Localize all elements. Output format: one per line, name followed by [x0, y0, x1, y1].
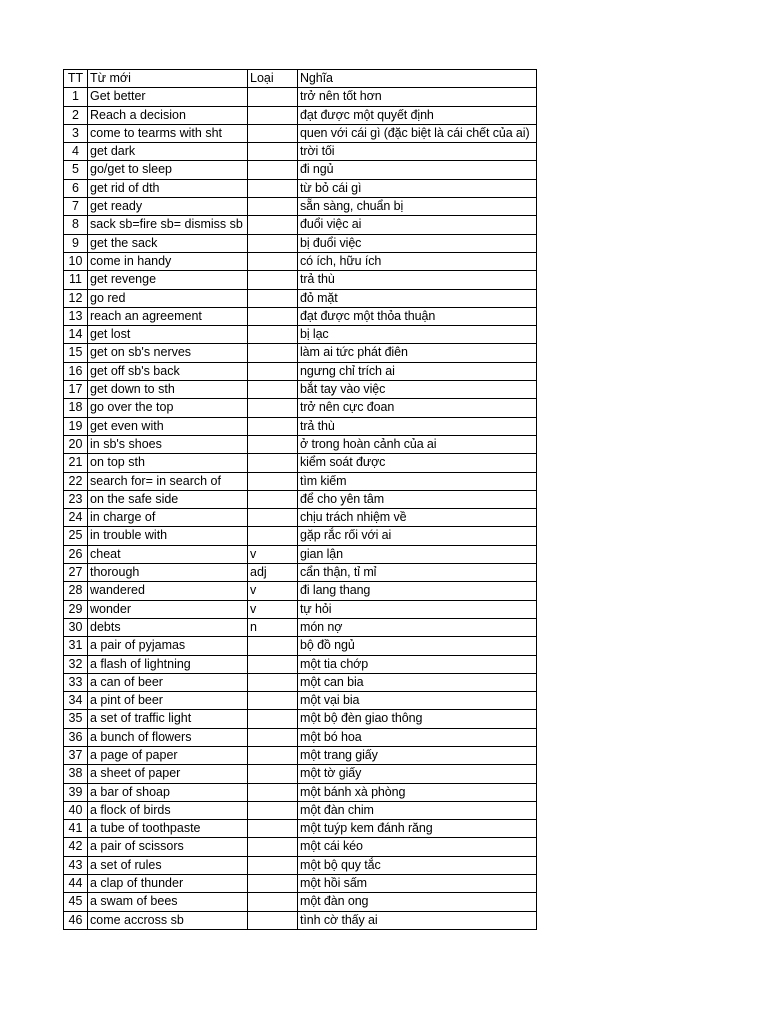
cell-meaning[interactable]: đỏ mặt: [298, 289, 537, 307]
table-row: [64, 161, 537, 179]
cell-tt[interactable]: 18: [64, 399, 88, 417]
table-body: [64, 88, 537, 930]
cell-meaning[interactable]: trả thù: [298, 271, 537, 289]
cell-word[interactable]: come to tearms with sht: [88, 124, 248, 142]
cell-word[interactable]: get the sack: [88, 234, 248, 252]
table-row: [64, 856, 537, 874]
cell-meaning[interactable]: tự hỏi: [298, 600, 537, 618]
cell-tt[interactable]: 20: [64, 435, 88, 453]
table-row: [64, 271, 537, 289]
cell-type[interactable]: [248, 234, 298, 252]
cell-word[interactable]: a swam of bees: [88, 893, 248, 911]
cell-tt[interactable]: 28: [64, 582, 88, 600]
cell-meaning[interactable]: bị lạc: [298, 326, 537, 344]
cell-word[interactable]: in charge of: [88, 509, 248, 527]
table-row: [64, 673, 537, 691]
cell-type[interactable]: [248, 527, 298, 545]
cell-type[interactable]: [248, 326, 298, 344]
cell-meaning[interactable]: một hồi sấm: [298, 875, 537, 893]
cell-word[interactable]: get revenge: [88, 271, 248, 289]
cell-meaning[interactable]: đạt được một quyết định: [298, 106, 537, 124]
cell-word[interactable]: Get better: [88, 88, 248, 106]
cell-tt[interactable]: 40: [64, 801, 88, 819]
cell-meaning[interactable]: một bánh xà phòng: [298, 783, 537, 801]
cell-word[interactable]: go red: [88, 289, 248, 307]
cell-meaning[interactable]: đi lang thang: [298, 582, 537, 600]
cell-tt[interactable]: 44: [64, 875, 88, 893]
table-row: [64, 692, 537, 710]
cell-tt[interactable]: 4: [64, 143, 88, 161]
cell-word[interactable]: a bunch of flowers: [88, 728, 248, 746]
table-row: [64, 564, 537, 582]
table-row: [64, 893, 537, 911]
cell-word[interactable]: come accross sb: [88, 911, 248, 929]
cell-type[interactable]: [248, 161, 298, 179]
cell-type[interactable]: [248, 454, 298, 472]
cell-meaning[interactable]: trả thù: [298, 417, 537, 435]
cell-meaning[interactable]: sẵn sàng, chuẩn bị: [298, 198, 537, 216]
cell-tt[interactable]: 41: [64, 820, 88, 838]
table-row: [64, 435, 537, 453]
table-row: [64, 875, 537, 893]
cell-tt[interactable]: 14: [64, 326, 88, 344]
cell-word[interactable]: get rid of dth: [88, 179, 248, 197]
cell-meaning[interactable]: bộ đồ ngủ: [298, 637, 537, 655]
cell-meaning[interactable]: quen với cái gì (đặc biệt là cái chết của ai): [298, 124, 537, 142]
cell-word[interactable]: sack sb=fire sb= dismiss sb: [88, 216, 248, 234]
cell-word[interactable]: get even with: [88, 417, 248, 435]
table-row: [64, 600, 537, 618]
cell-meaning[interactable]: một đàn chim: [298, 801, 537, 819]
cell-meaning[interactable]: làm ai tức phát điên: [298, 344, 537, 362]
cell-type[interactable]: [248, 179, 298, 197]
table-row: [64, 198, 537, 216]
cell-word[interactable]: a flock of birds: [88, 801, 248, 819]
header-meaning[interactable]: Nghĩa: [298, 70, 537, 88]
cell-meaning[interactable]: tình cờ thấy ai: [298, 911, 537, 929]
table-row: [64, 88, 537, 106]
cell-tt[interactable]: 34: [64, 692, 88, 710]
cell-tt[interactable]: 7: [64, 198, 88, 216]
cell-word[interactable]: a pair of pyjamas: [88, 637, 248, 655]
cell-type[interactable]: [248, 344, 298, 362]
cell-tt[interactable]: 16: [64, 362, 88, 380]
cell-meaning[interactable]: gian lận: [298, 545, 537, 563]
cell-meaning[interactable]: trời tối: [298, 143, 537, 161]
cell-word[interactable]: wandered: [88, 582, 248, 600]
cell-tt[interactable]: 10: [64, 252, 88, 270]
cell-meaning[interactable]: một đàn ong: [298, 893, 537, 911]
cell-meaning[interactable]: ở trong hoàn cảnh của ai: [298, 435, 537, 453]
cell-type[interactable]: [248, 490, 298, 508]
cell-word[interactable]: debts: [88, 618, 248, 636]
cell-type[interactable]: [248, 307, 298, 325]
cell-meaning[interactable]: để cho yên tâm: [298, 490, 537, 508]
cell-tt[interactable]: 43: [64, 856, 88, 874]
table-row: [64, 179, 537, 197]
cell-word[interactable]: a clap of thunder: [88, 875, 248, 893]
cell-tt[interactable]: 11: [64, 271, 88, 289]
table-row: [64, 710, 537, 728]
cell-word[interactable]: go/get to sleep: [88, 161, 248, 179]
cell-meaning[interactable]: một vại bia: [298, 692, 537, 710]
cell-type[interactable]: [248, 856, 298, 874]
cell-tt[interactable]: 8: [64, 216, 88, 234]
cell-meaning[interactable]: một bó hoa: [298, 728, 537, 746]
cell-word[interactable]: a flash of lightning: [88, 655, 248, 673]
cell-word[interactable]: in sb's shoes: [88, 435, 248, 453]
cell-type[interactable]: [248, 783, 298, 801]
table-row: [64, 801, 537, 819]
cell-word[interactable]: on top sth: [88, 454, 248, 472]
cell-meaning[interactable]: một cái kéo: [298, 838, 537, 856]
table-row: [64, 765, 537, 783]
cell-tt[interactable]: 15: [64, 344, 88, 362]
cell-type[interactable]: [248, 435, 298, 453]
cell-meaning[interactable]: một can bia: [298, 673, 537, 691]
cell-type[interactable]: [248, 673, 298, 691]
cell-type[interactable]: [248, 362, 298, 380]
table-row: [64, 289, 537, 307]
table-row: [64, 362, 537, 380]
cell-tt[interactable]: 3: [64, 124, 88, 142]
cell-meaning[interactable]: một bộ đèn giao thông: [298, 710, 537, 728]
cell-word[interactable]: on the safe side: [88, 490, 248, 508]
cell-word[interactable]: wonder: [88, 600, 248, 618]
cell-tt[interactable]: 26: [64, 545, 88, 563]
cell-type[interactable]: [248, 106, 298, 124]
table-row: [64, 344, 537, 362]
cell-meaning[interactable]: chịu trách nhiệm về: [298, 509, 537, 527]
cell-type[interactable]: [248, 216, 298, 234]
cell-type[interactable]: n: [248, 618, 298, 636]
cell-meaning[interactable]: một trang giấy: [298, 746, 537, 764]
cell-word[interactable]: a pair of scissors: [88, 838, 248, 856]
cell-word[interactable]: in trouble with: [88, 527, 248, 545]
cell-tt[interactable]: 25: [64, 527, 88, 545]
cell-word[interactable]: get down to sth: [88, 381, 248, 399]
cell-type[interactable]: [248, 143, 298, 161]
cell-tt[interactable]: 22: [64, 472, 88, 490]
table-row: [64, 527, 537, 545]
table-row: [64, 820, 537, 838]
cell-meaning[interactable]: trở nên cực đoan: [298, 399, 537, 417]
cell-tt[interactable]: 35: [64, 710, 88, 728]
cell-meaning[interactable]: ngưng chỉ trích ai: [298, 362, 537, 380]
cell-type[interactable]: v: [248, 600, 298, 618]
cell-type[interactable]: [248, 472, 298, 490]
cell-tt[interactable]: 5: [64, 161, 88, 179]
cell-meaning[interactable]: kiểm soát được: [298, 454, 537, 472]
cell-tt[interactable]: 32: [64, 655, 88, 673]
cell-meaning[interactable]: đuổi việc ai: [298, 216, 537, 234]
table-row: [64, 326, 537, 344]
cell-type[interactable]: [248, 893, 298, 911]
cell-word[interactable]: a page of paper: [88, 746, 248, 764]
cell-tt[interactable]: 45: [64, 893, 88, 911]
table-row: [64, 582, 537, 600]
cell-type[interactable]: [248, 765, 298, 783]
cell-word[interactable]: a sheet of paper: [88, 765, 248, 783]
cell-meaning[interactable]: đạt được một thỏa thuận: [298, 307, 537, 325]
cell-type[interactable]: v: [248, 545, 298, 563]
cell-word[interactable]: come in handy: [88, 252, 248, 270]
cell-word[interactable]: get ready: [88, 198, 248, 216]
cell-type[interactable]: [248, 381, 298, 399]
cell-type[interactable]: [248, 399, 298, 417]
cell-word[interactable]: get off sb's back: [88, 362, 248, 380]
header-row: [64, 70, 537, 88]
header-word[interactable]: Từ mới: [88, 70, 248, 88]
cell-meaning[interactable]: một tuýp kem đánh răng: [298, 820, 537, 838]
cell-tt[interactable]: 37: [64, 746, 88, 764]
cell-type[interactable]: [248, 252, 298, 270]
cell-type[interactable]: [248, 637, 298, 655]
cell-type[interactable]: [248, 417, 298, 435]
cell-tt[interactable]: 36: [64, 728, 88, 746]
cell-meaning[interactable]: tìm kiếm: [298, 472, 537, 490]
cell-type[interactable]: [248, 198, 298, 216]
table-row: [64, 307, 537, 325]
table-row: [64, 472, 537, 490]
cell-tt[interactable]: 21: [64, 454, 88, 472]
table-row: [64, 216, 537, 234]
cell-type[interactable]: [248, 692, 298, 710]
table-row: [64, 746, 537, 764]
cell-tt[interactable]: 19: [64, 417, 88, 435]
cell-meaning[interactable]: một bộ quy tắc: [298, 856, 537, 874]
cell-meaning[interactable]: gặp rắc rối với ai: [298, 527, 537, 545]
cell-word[interactable]: thorough: [88, 564, 248, 582]
cell-word[interactable]: get dark: [88, 143, 248, 161]
cell-word[interactable]: go over the top: [88, 399, 248, 417]
cell-word[interactable]: cheat: [88, 545, 248, 563]
table-row: [64, 252, 537, 270]
cell-word[interactable]: search for= in search of: [88, 472, 248, 490]
cell-type[interactable]: [248, 655, 298, 673]
cell-word[interactable]: a set of traffic light: [88, 710, 248, 728]
cell-tt[interactable]: 9: [64, 234, 88, 252]
cell-tt[interactable]: 17: [64, 381, 88, 399]
table-row: [64, 106, 537, 124]
table-row: [64, 783, 537, 801]
cell-type[interactable]: [248, 911, 298, 929]
cell-type[interactable]: [248, 875, 298, 893]
table-row: [64, 728, 537, 746]
table-row: [64, 490, 537, 508]
cell-meaning[interactable]: một tia chớp: [298, 655, 537, 673]
cell-type[interactable]: [248, 728, 298, 746]
cell-word[interactable]: get lost: [88, 326, 248, 344]
table-row: [64, 399, 537, 417]
cell-tt[interactable]: 30: [64, 618, 88, 636]
table-row: [64, 545, 537, 563]
cell-type[interactable]: [248, 838, 298, 856]
table-row: [64, 417, 537, 435]
cell-meaning[interactable]: bắt tay vào việc: [298, 381, 537, 399]
cell-tt[interactable]: 31: [64, 637, 88, 655]
cell-tt[interactable]: 33: [64, 673, 88, 691]
table-row: [64, 655, 537, 673]
cell-meaning[interactable]: một tờ giấy: [298, 765, 537, 783]
cell-meaning[interactable]: cẩn thận, tỉ mỉ: [298, 564, 537, 582]
cell-meaning[interactable]: có ích, hữu ích: [298, 252, 537, 270]
cell-meaning[interactable]: bị đuổi việc: [298, 234, 537, 252]
table-row: [64, 637, 537, 655]
cell-type[interactable]: [248, 820, 298, 838]
table-row: [64, 234, 537, 252]
cell-type[interactable]: [248, 710, 298, 728]
cell-tt[interactable]: 6: [64, 179, 88, 197]
table-row: [64, 124, 537, 142]
cell-tt[interactable]: 12: [64, 289, 88, 307]
cell-meaning[interactable]: đi ngủ: [298, 161, 537, 179]
table-row: [64, 618, 537, 636]
cell-type[interactable]: [248, 271, 298, 289]
cell-word[interactable]: reach an agreement: [88, 307, 248, 325]
cell-type[interactable]: v: [248, 582, 298, 600]
cell-tt[interactable]: 24: [64, 509, 88, 527]
cell-tt[interactable]: 39: [64, 783, 88, 801]
cell-tt[interactable]: 13: [64, 307, 88, 325]
cell-type[interactable]: [248, 289, 298, 307]
cell-tt[interactable]: 2: [64, 106, 88, 124]
cell-word[interactable]: a tube of toothpaste: [88, 820, 248, 838]
cell-type[interactable]: adj: [248, 564, 298, 582]
cell-tt[interactable]: 29: [64, 600, 88, 618]
cell-word[interactable]: a pint of beer: [88, 692, 248, 710]
cell-word[interactable]: get on sb's nerves: [88, 344, 248, 362]
cell-word[interactable]: Reach a decision: [88, 106, 248, 124]
cell-type[interactable]: [248, 746, 298, 764]
cell-meaning[interactable]: món nợ: [298, 618, 537, 636]
table-row: [64, 838, 537, 856]
cell-tt[interactable]: 38: [64, 765, 88, 783]
cell-tt[interactable]: 42: [64, 838, 88, 856]
cell-tt[interactable]: 46: [64, 911, 88, 929]
table-row: [64, 509, 537, 527]
cell-meaning[interactable]: trở nên tốt hơn: [298, 88, 537, 106]
cell-type[interactable]: [248, 124, 298, 142]
header-type[interactable]: Loại: [248, 70, 298, 88]
cell-word[interactable]: a set of rules: [88, 856, 248, 874]
cell-type[interactable]: [248, 801, 298, 819]
table-row: [64, 911, 537, 929]
cell-tt[interactable]: 1: [64, 88, 88, 106]
table-row: [64, 454, 537, 472]
cell-tt[interactable]: 27: [64, 564, 88, 582]
cell-type[interactable]: [248, 88, 298, 106]
cell-word[interactable]: a can of beer: [88, 673, 248, 691]
table-header: [64, 70, 537, 88]
cell-type[interactable]: [248, 509, 298, 527]
cell-word[interactable]: a bar of shoap: [88, 783, 248, 801]
vocabulary-table: [63, 69, 537, 930]
cell-meaning[interactable]: từ bỏ cái gì: [298, 179, 537, 197]
table-row: [64, 143, 537, 161]
header-tt[interactable]: TT: [64, 70, 88, 88]
cell-tt[interactable]: 23: [64, 490, 88, 508]
table-row: [64, 381, 537, 399]
